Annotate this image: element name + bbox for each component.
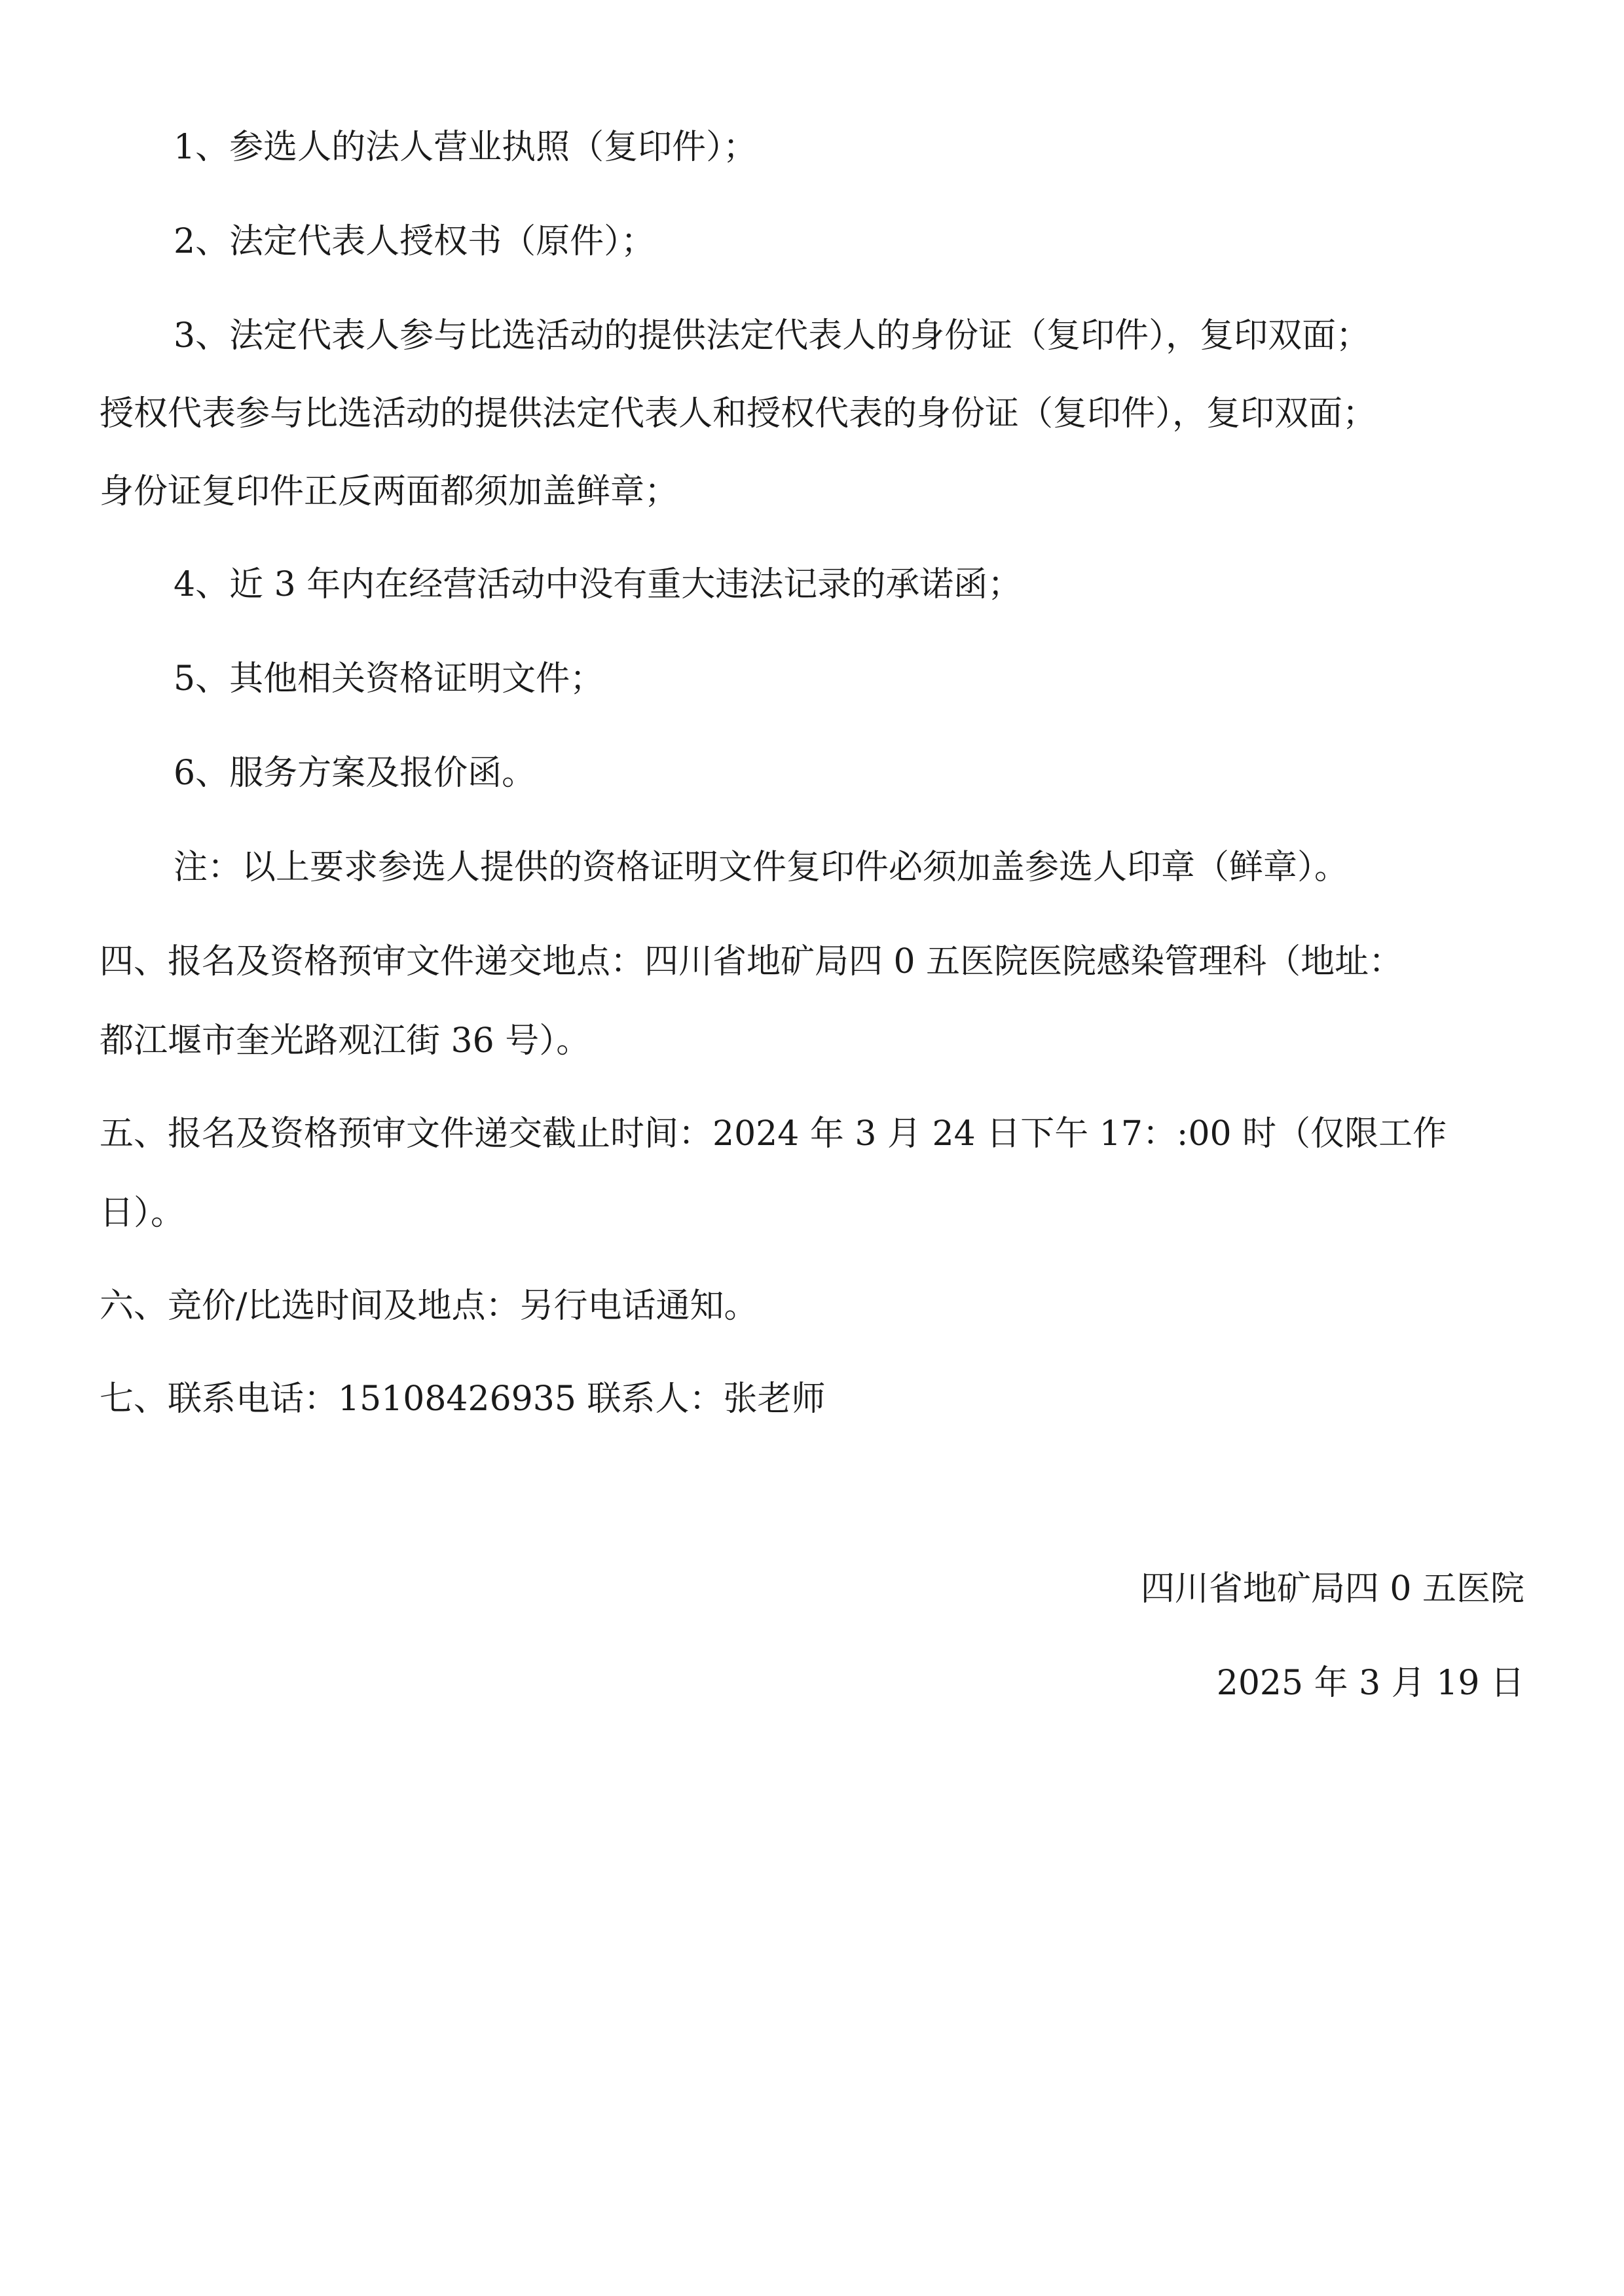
section-5-line-2: 日）。 xyxy=(100,1194,185,1233)
item-2: 2、法定代表人授权书（原件）； xyxy=(174,222,655,261)
item-4: 4、近 3 年内在经营活动中没有重大违法记录的承诺函； xyxy=(174,565,1022,604)
item-1: 1、参选人的法人营业执照（复印件）； xyxy=(174,128,758,167)
item-3: 3、法定代表人参与比选活动的提供法定代表人的身份证（复印件），复印双面； xyxy=(174,316,1371,355)
note: 注：以上要求参选人提供的资格证明文件复印件必须加盖参选人印章（鲜章）。 xyxy=(174,848,1349,887)
section-7: 七、联系电话：15108426935 联系人：张老师 xyxy=(100,1379,826,1419)
section-4-line-1: 四、报名及资格预审文件递交地点：四川省地矿局四 0 五医院医院感染管理科（地址： xyxy=(100,942,1403,981)
item-6: 6、服务方案及报价函。 xyxy=(174,754,536,793)
signature-date: 2025 年 3 月 19 日 xyxy=(1216,1664,1524,1703)
signature-org: 四川省地矿局四 0 五医院 xyxy=(1140,1569,1524,1609)
item-5: 5、其他相关资格证明文件； xyxy=(174,659,604,699)
section-4-line-2: 都江堰市奎光路观江街 36 号）。 xyxy=(100,1021,591,1061)
section-6: 六、竞价/比选时间及地点：另行电话通知。 xyxy=(100,1286,758,1326)
item-3-continuation-2: 身份证复印件正反两面都须加盖鲜章； xyxy=(100,472,679,511)
item-3-continuation: 授权代表参与比选活动的提供法定代表人和授权代表的身份证（复印件），复印双面； xyxy=(100,394,1377,433)
section-5-line-1: 五、报名及资格预审文件递交截止时间：2024 年 3 月 24 日下午 17：:00 时（仅限工作 xyxy=(100,1114,1447,1154)
